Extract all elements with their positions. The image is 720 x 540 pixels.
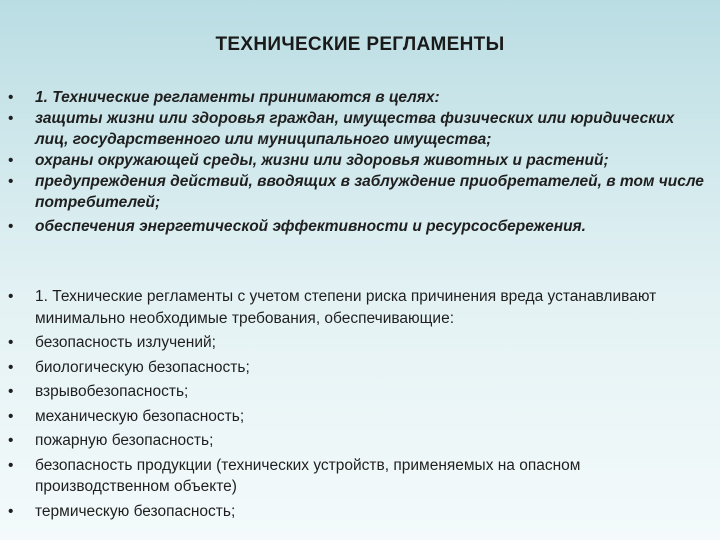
list-item — [8, 332, 708, 354]
list-item — [8, 430, 708, 452]
bullet: • — [8, 334, 14, 351]
bullet: • — [8, 89, 14, 106]
list-item — [8, 216, 708, 237]
list-item — [8, 87, 708, 108]
purposes-list — [8, 87, 708, 237]
bullet: • — [8, 288, 14, 305]
list-item — [8, 108, 708, 150]
list-item — [8, 171, 708, 213]
bullet: • — [8, 456, 14, 474]
bullet: • — [8, 218, 14, 235]
list-item-text: термическую безопасность; — [35, 502, 236, 520]
list-item-text: взрывобезопасность; — [35, 383, 189, 400]
list-item-text: обеспечения энергетической эффективности и ресурсосбережения. — [35, 218, 586, 235]
list-item-text: биологическую безопасность; — [35, 358, 250, 376]
list-item — [8, 150, 708, 171]
list-item-text: охраны окружающей среды, жизни или здоровья животных и растений; — [35, 152, 609, 169]
list-item — [8, 455, 708, 498]
list-item-text: безопасность излучений; — [35, 334, 216, 351]
list-item — [8, 286, 708, 329]
bullet: • — [8, 407, 14, 425]
slide-title: ТЕХНИЧЕСКИЕ РЕГЛАМЕНТЫ — [215, 34, 505, 55]
list-item-text: 1. Технические регламенты принимаются в целях: — [35, 89, 440, 106]
list-item-text: 1. Технические регламенты с учетом степени риска причинения вреда устанавливают минимально необходимые требования, обеспечивающие: — [35, 288, 657, 327]
bullet: • — [8, 152, 14, 169]
bullet: • — [8, 383, 14, 400]
list-item — [8, 406, 708, 428]
list-item — [8, 501, 708, 523]
list-item — [8, 381, 708, 403]
list-item-text: защиты жизни или здоровья граждан, имущества физических или юридических лиц, государственного или муниципального имущества; — [35, 110, 675, 148]
list-item-text: механическую безопасность; — [35, 407, 245, 425]
list-item-text: пожарную безопасность; — [35, 432, 214, 449]
list-item-text: безопасность продукции (технических устройств, применяемых на опасном производственном объекте) — [35, 456, 581, 495]
bullet: • — [8, 110, 14, 127]
list-item — [8, 357, 708, 379]
bullet: • — [8, 502, 14, 520]
bullet: • — [8, 173, 14, 190]
requirements-list — [8, 286, 708, 525]
bullet: • — [8, 358, 14, 376]
bullet: • — [8, 432, 14, 449]
list-item-text: предупреждения действий, вводящих в заблуждение приобретателей, в том числе потребителей; — [35, 173, 704, 211]
